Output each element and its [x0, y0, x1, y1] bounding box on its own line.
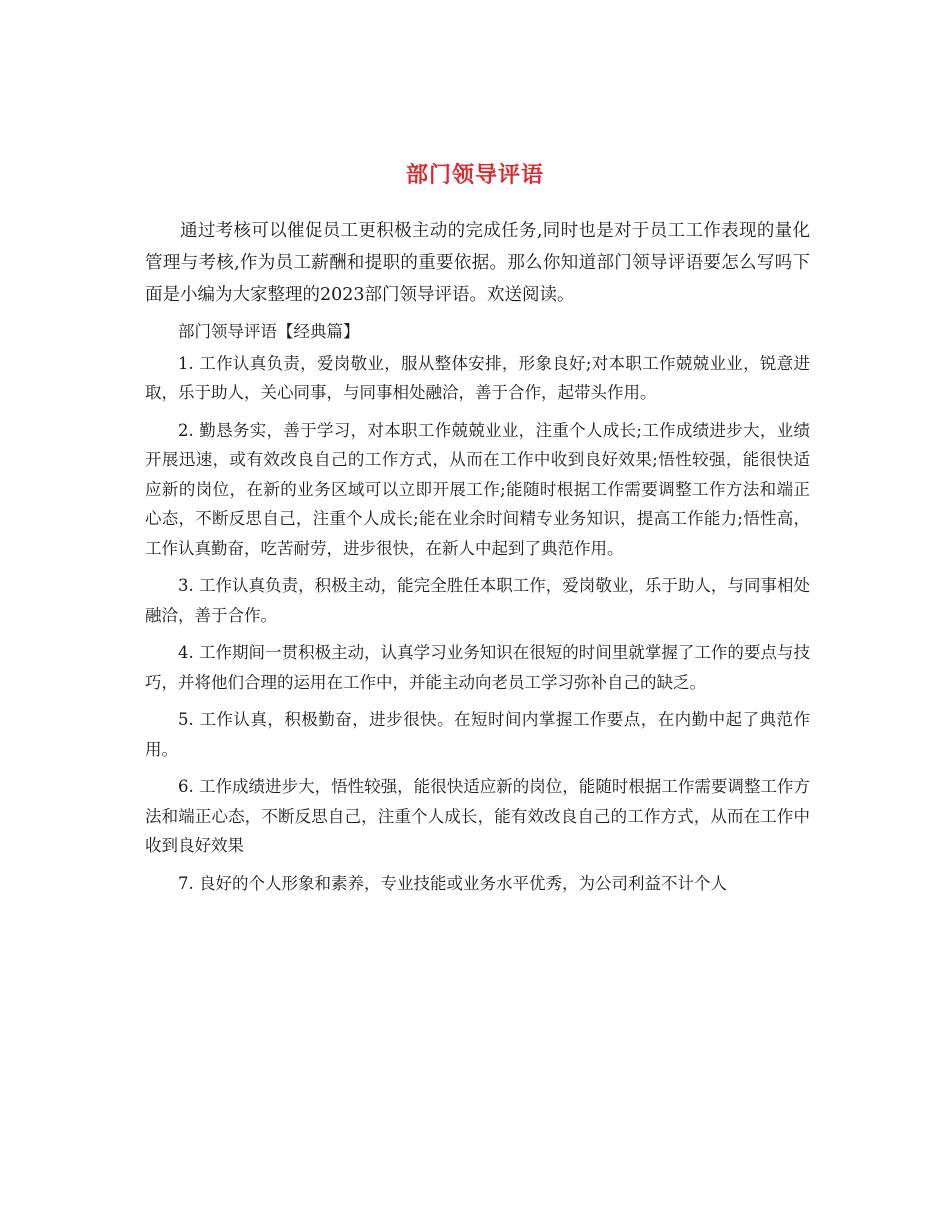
list-item: 6. 工作成绩进步大，悟性较强，能很快适应新的岗位，能随时根据工作需要调整工作方法和端正心态，不断反思自己，注重个人成长，能有效改良自己的工作方式，从而在工作中收到良好效果	[145, 777, 810, 855]
list-item: 3. 工作认真负责，积极主动，能完全胜任本职工作，爱岗敬业，乐于助人，与同事相处融洽，善于合作。	[145, 576, 810, 625]
list-item: 7. 良好的个人形象和素养，专业技能或业务水平优秀，为公司利益不计个人	[178, 873, 727, 893]
document-title: 部门领导评语	[405, 161, 544, 188]
intro-paragraph: 通过考核可以催促员工更积极主动的完成任务,同时也是对于员工工作表现的量化管理与考核,作为员工薪酬和提职的重要依据。那么你知道部门领导评语要怎么写吗下面是小编为大家整理的2023部门领导评语。欢送阅读。	[145, 221, 810, 305]
list-item: 1. 工作认真负责，爱岗敬业，服从整体安排，形象良好;对本职工作兢兢业业，锐意进取，乐于助人，关心同事，与同事相处融洽，善于合作，起带头作用。	[145, 353, 810, 402]
document-body	[145, 215, 810, 906]
list-item: 4. 工作期间一贯积极主动，认真学习业务知识在很短的时间里就掌握了工作的要点与技巧，并将他们合理的运用在工作中，并能主动向老员工学习弥补自己的缺乏。	[145, 643, 810, 692]
list-item: 5. 工作认真，积极勤奋，进步很快。在短时间内掌握工作要点，在内勤中起了典范作用。	[145, 710, 810, 759]
section-heading: 部门领导评语【经典篇】	[178, 322, 360, 341]
list-item: 2. 勤恳务实，善于学习，对本职工作兢兢业业，注重个人成长;工作成绩进步大，业绩开展迅速，或有效改良自己的工作方式，从而在工作中收到良好效果;悟性较强，能很快适应新的岗位，在新的业务区域可以立即开展工作;能随时根据工作需要调整工作方法和端正心态，不断反思自己，注重个人成长;能在业余时间精专业务知识，提高工作能力;悟性高，工作认真勤奋，吃苦耐劳，进步很快，在新人中起到了典范作用。	[145, 420, 810, 558]
